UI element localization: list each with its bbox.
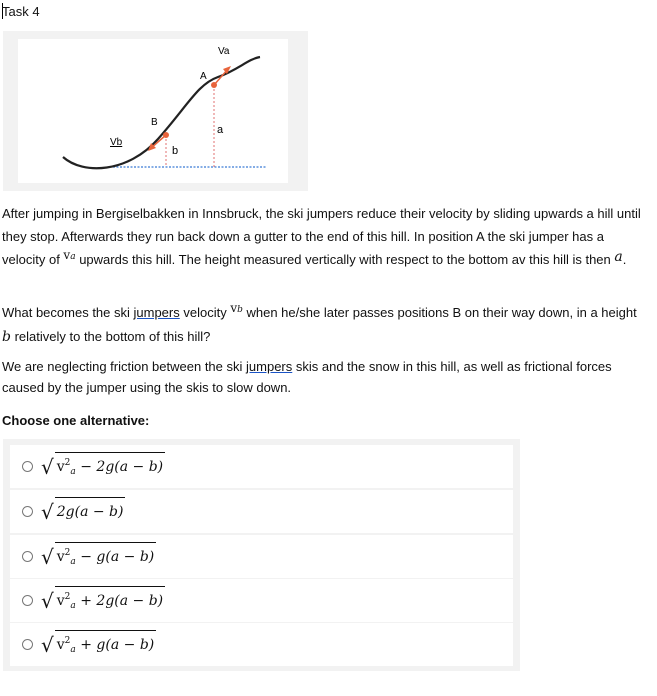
option-5[interactable] [10, 623, 513, 666]
option-4[interactable] [10, 579, 513, 622]
symbol-a: a [614, 249, 623, 265]
label-A: A [200, 71, 207, 82]
radio-button[interactable] [22, 595, 33, 606]
option-formula: √ $v^2_a - 2g(a - b)$ [41, 452, 165, 481]
spellcheck-word: jumpers [246, 359, 293, 374]
option-formula: √ $v^2_a + g(a - b)$ [41, 630, 156, 659]
label-b: b [172, 145, 179, 157]
symbol-vb: vb [230, 301, 243, 315]
label-B: B [151, 117, 158, 128]
symbol-b: b [2, 329, 11, 345]
ski-hill-figure [18, 39, 288, 183]
symbol-va: va [63, 248, 76, 262]
paragraph-intro [2, 202, 647, 274]
radio-button[interactable] [22, 639, 33, 650]
task-title: Task 4 [2, 4, 40, 19]
answer-options [3, 439, 520, 671]
option-3[interactable] [10, 535, 513, 578]
intro-text-3: . [622, 252, 627, 267]
paragraph-assumptions: We are neglecting friction between the ski jumpers skis and the snow in this hill, as well as frictional forces caused by the jumper using the skis to slow down. [2, 359, 612, 395]
radio-button[interactable] [22, 506, 33, 517]
paragraph-question: What becomes the ski jumpers velocity vb when he/she later passes positions B on their way down, in a height b relatively to the bottom of this hill? [2, 301, 637, 345]
label-a: a [217, 124, 224, 136]
label-va: Va [218, 46, 230, 57]
option-formula: √ $v^2_a - g(a - b)$ [41, 542, 156, 571]
option-1[interactable] [10, 445, 513, 488]
spellcheck-word: jumpers [133, 305, 180, 320]
option-formula: √ 2g(a − b) [41, 497, 125, 526]
radio-button[interactable] [22, 461, 33, 472]
hill-curve [63, 57, 260, 168]
ski-hill-diagram [18, 39, 288, 183]
option-2[interactable] [10, 490, 513, 533]
intro-text-1: After jumping in Bergiselbakken in Innsbruck, the ski jumpers reduce their velocity by sliding upwards a hill until they stop. Afterwards they run back down a gutter to the end of this hill. In position A the ski jumper has a velocity of [2, 206, 641, 267]
choose-label: Choose one alternative: [2, 413, 150, 428]
intro-text-2: upwards this hill. The height measured vertically with respect to the bottom av this hill is then [75, 252, 615, 267]
figure-frame [3, 31, 308, 191]
radio-button[interactable] [22, 551, 33, 562]
label-vb: Vb [110, 137, 123, 148]
option-formula: √ $v^2_a + 2g(a - b)$ [41, 586, 165, 615]
